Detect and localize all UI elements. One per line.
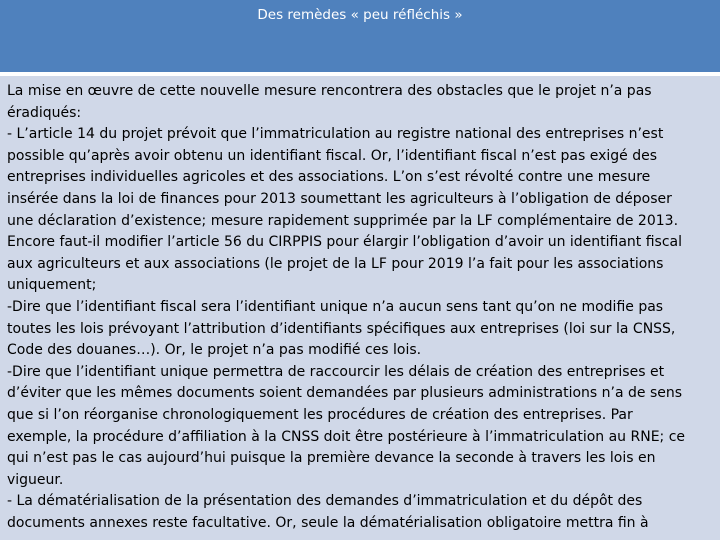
body-line: possible qu’après avoir obtenu un identifiant fiscal. Or, l’identifiant fiscal n’est pas exigé des <box>7 147 658 164</box>
body-line: insérée dans la loi de finances pour 2013 soumettant les agriculteurs à l’obligation de déposer <box>7 190 672 207</box>
body-line: -Dire que l’identifiant fiscal sera l’identifiant unique n’a aucun sens tant qu’on ne modifie pas <box>7 298 664 315</box>
body-line: éradiqués: <box>7 104 82 121</box>
slide-title: Des remèdes « peu réfléchis » <box>257 7 463 23</box>
body-line: La mise en œuvre de cette nouvelle mesure rencontrera des obstacles que le projet n’a pas <box>7 83 652 99</box>
body-line: d’éviter que les mêmes documents soient demandées par plusieurs administrations n’a de sens <box>7 385 683 402</box>
body-line: Code des douanes…). Or, le projet n’a pas modifié ces lois. <box>7 342 422 359</box>
body-line: aux agriculteurs et aux associations (le projet de la LF pour 2019 l’a fait pour les associations <box>7 255 664 272</box>
body-line: toutes les lois prévoyant l’attribution d’identifiants spécifiques aux entreprises (loi sur la CNSS, <box>7 320 676 337</box>
body-line: documents annexes reste facultative. Or, seule la dématérialisation obligatoire mettra fin à <box>7 514 649 531</box>
body-line: une déclaration d’existence; mesure rapidement supprimée par la LF complémentaire de 2013. <box>7 212 679 229</box>
body-line: vigueur. <box>7 471 64 488</box>
body-paragraph <box>7 81 715 534</box>
body-line: exemple, la procédure d’affiliation à la CNSS doit être postérieure à l’immatriculation au RNE; ce <box>7 428 686 445</box>
body-line: -Dire que l’identifiant unique permettra de raccourcir les délais de création des entreprises et <box>7 363 665 380</box>
body-text-box <box>0 75 720 540</box>
title-bar <box>0 0 720 73</box>
body-line: que si l’on réorganise chronologiquement les procédures de création des entreprises. Par <box>7 406 633 423</box>
body-line: - La dématérialisation de la présentation des demandes d’immatriculation et du dépôt des <box>7 493 643 510</box>
body-line: qui n’est pas le cas aujourd’hui puisque la première devance la seconde à travers les lois en <box>7 450 656 467</box>
body-line: Encore faut-il modifier l’article 56 du CIRPPIS pour élargir l’obligation d’avoir un identifiant fiscal <box>7 234 683 251</box>
body-line: - L’article 14 du projet prévoit que l’immatriculation au registre national des entreprises n’est <box>7 126 664 143</box>
body-line: uniquement; <box>7 277 97 294</box>
body-line: entreprises individuelles agricoles et des associations. L’on s’est révolté contre une mesure <box>7 169 651 186</box>
